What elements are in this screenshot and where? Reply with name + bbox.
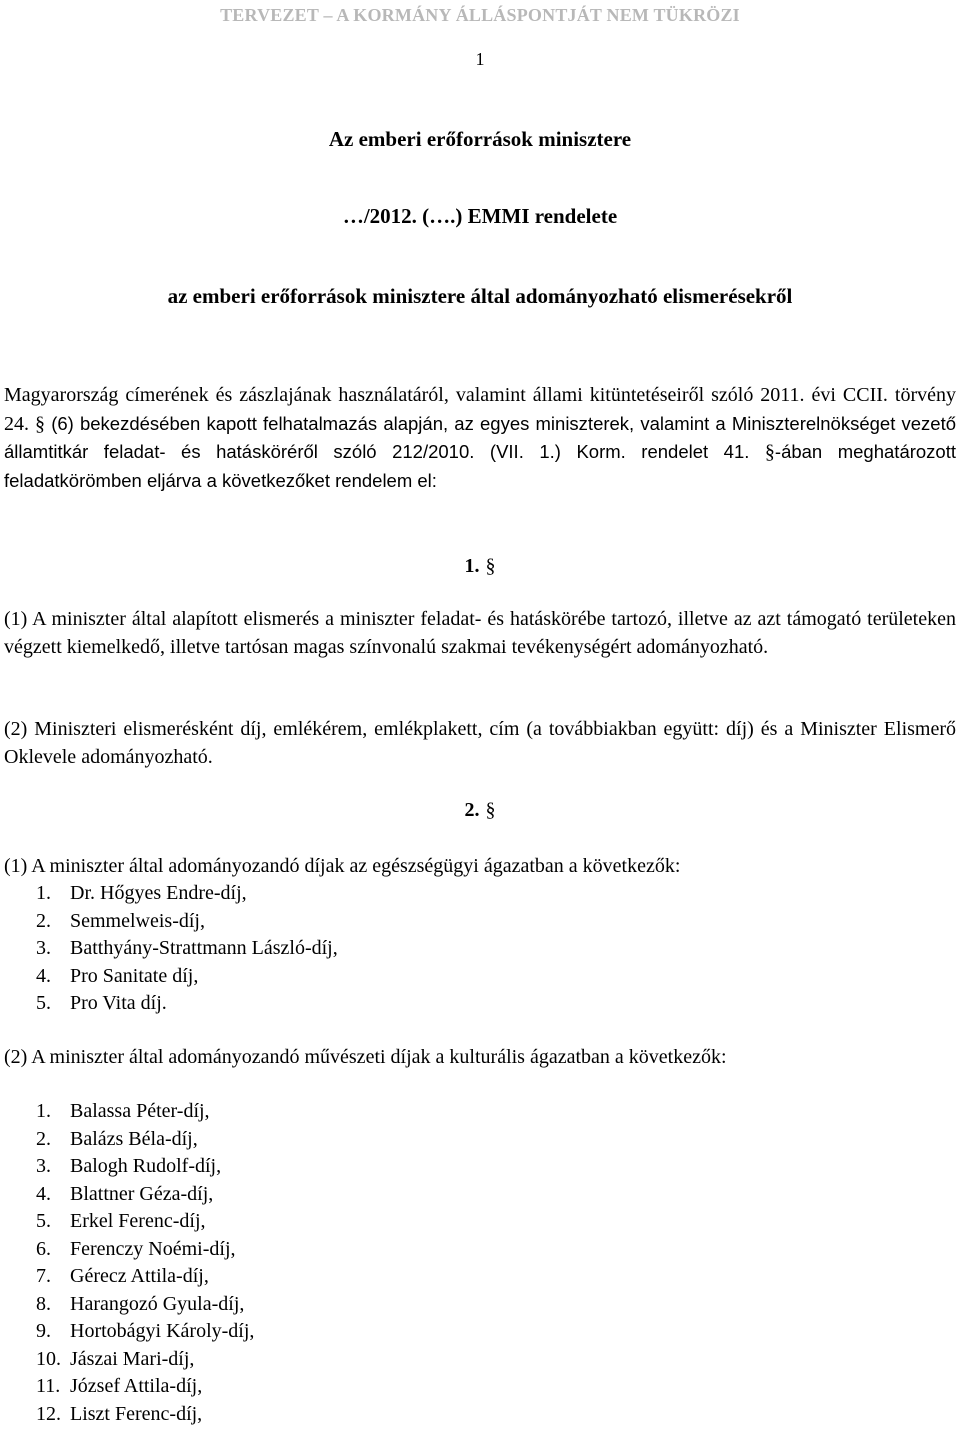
list-item-number: 2. [36, 1127, 51, 1150]
list-item-number: 1. [36, 882, 51, 904]
list-item [4, 963, 338, 991]
list-item-text: Semmelweis-díj, [70, 909, 205, 932]
list-item [4, 1208, 254, 1236]
list-item-number: 8. [36, 1292, 51, 1315]
health-awards-list [4, 880, 338, 1018]
list-item [4, 1318, 254, 1346]
list-item-text: Blattner Géza-díj, [70, 1182, 214, 1205]
list-item [4, 1236, 254, 1264]
preamble-part2: (6) bekezdésében kapott felhatalmazás alapján, az egyes miniszterek, valamint a Miniszterelnökséget vezető államtitkár feladat- és hatásköréről szóló 212/2010. (VII. 1.) Korm. rendelet 41. [4, 412, 957, 462]
list-item-number: 3. [36, 1155, 51, 1177]
list-item-number: 12. [36, 1402, 61, 1425]
section-sign: § [764, 441, 775, 463]
section-sign: § [485, 799, 496, 821]
list-item [4, 935, 338, 963]
section-sign: § [485, 555, 496, 577]
list-item-number: 5. [36, 992, 51, 1014]
list-item [4, 1373, 254, 1401]
preamble [4, 381, 956, 494]
list-item-text: Balázs Béla-díj, [70, 1127, 198, 1150]
list-item-text: Batthyány-Strattmann László-díj, [70, 937, 338, 959]
list-item-text: Liszt Ferenc-díj, [70, 1402, 203, 1425]
decree-number: …/2012. (….) EMMI rendelete [342, 204, 618, 228]
list-item-text: Hortobágyi Károly-díj, [70, 1320, 255, 1342]
list-item-text: József Attila-díj, [70, 1375, 203, 1397]
section-1-heading [0, 555, 960, 578]
list-item [4, 880, 338, 908]
list-item [4, 1098, 254, 1126]
list-item-number: 10. [36, 1347, 61, 1370]
section-1-paragraph-2: (2) Miniszteri elismerésként díj, emlékérem, emlékplakett, cím (a továbbiakban együtt: díj) és a Miniszter Elismerő Oklevele adományozható. [4, 718, 956, 768]
list-item-number: 6. [36, 1237, 51, 1260]
list-item [4, 990, 338, 1018]
culture-awards-list [4, 1098, 254, 1428]
list-item-text: Pro Sanitate díj, [70, 964, 199, 987]
list-item-text: Ferenczy Noémi-díj, [70, 1237, 236, 1260]
list-item [4, 1291, 254, 1319]
list-item [4, 1401, 254, 1429]
list-item-text: Jászai Mari-díj, [70, 1347, 195, 1370]
section-2-heading [0, 799, 960, 822]
list-item [4, 1153, 254, 1181]
page-number: 1 [475, 49, 485, 69]
list-item-number: 4. [36, 964, 51, 987]
section-number: 2. [464, 799, 480, 821]
list-item [4, 1126, 254, 1154]
list-item-number: 7. [36, 1265, 51, 1287]
draft-watermark: TERVEZET – A KORMÁNY ÁLLÁSPONTJÁT NEM TÜKRÖZI [220, 5, 740, 25]
section-2-paragraph-2: (2) A miniszter által adományozandó művészeti díjak a kulturális ágazatban a következők: [4, 1046, 727, 1068]
list-item-text: Balassa Péter-díj, [70, 1100, 210, 1122]
list-item-text: Pro Vita díj. [70, 992, 167, 1014]
issuer-title: Az emberi erőforrások minisztere [328, 127, 632, 151]
section-sign: § [35, 412, 46, 435]
list-item-number: 9. [36, 1320, 51, 1342]
list-item [4, 1263, 254, 1291]
list-item [4, 1181, 254, 1209]
decree-subject: az emberi erőforrások minisztere által adományozható elismerésekről [167, 284, 793, 308]
list-item-number: 4. [36, 1182, 51, 1205]
list-item-number: 1. [36, 1100, 51, 1122]
section-number: 1. [464, 555, 480, 577]
preamble-part1: Magyarország címerének és zászlajának használatáról, valamint állami kitüntetéseiről szóló 2011. évi CCII. törvény 24. [4, 384, 956, 435]
list-item-number: 2. [36, 909, 51, 932]
list-item [4, 1346, 254, 1374]
list-item-text: Gérecz Attila-díj, [70, 1265, 209, 1287]
list-item-text: Balogh Rudolf-díj, [70, 1155, 222, 1177]
preamble-part3: -ában meghatározott feladatkörömben eljárva a következőket rendelem el: [4, 441, 956, 491]
list-item-text: Dr. Hőgyes Endre-díj, [70, 882, 247, 904]
list-item [4, 908, 338, 936]
list-item-number: 5. [36, 1210, 51, 1232]
list-item-number: 11. [36, 1375, 61, 1397]
list-item-text: Erkel Ferenc-díj, [70, 1210, 206, 1232]
list-item-text: Harangozó Gyula-díj, [70, 1292, 245, 1315]
section-2-paragraph-1: (1) A miniszter által adományozandó díjak az egészségügyi ágazatban a következők: [4, 855, 681, 877]
list-item-number: 3. [36, 937, 51, 959]
section-1-paragraph-1: (1) A miniszter által alapított elismerés a miniszter feladat- és hatáskörébe tartozó, illetve az azt támogató területeken végzett kiemelkedő, illetve tartósan magas színvonalú szakmai tevékenységért adományozható. [4, 608, 956, 658]
